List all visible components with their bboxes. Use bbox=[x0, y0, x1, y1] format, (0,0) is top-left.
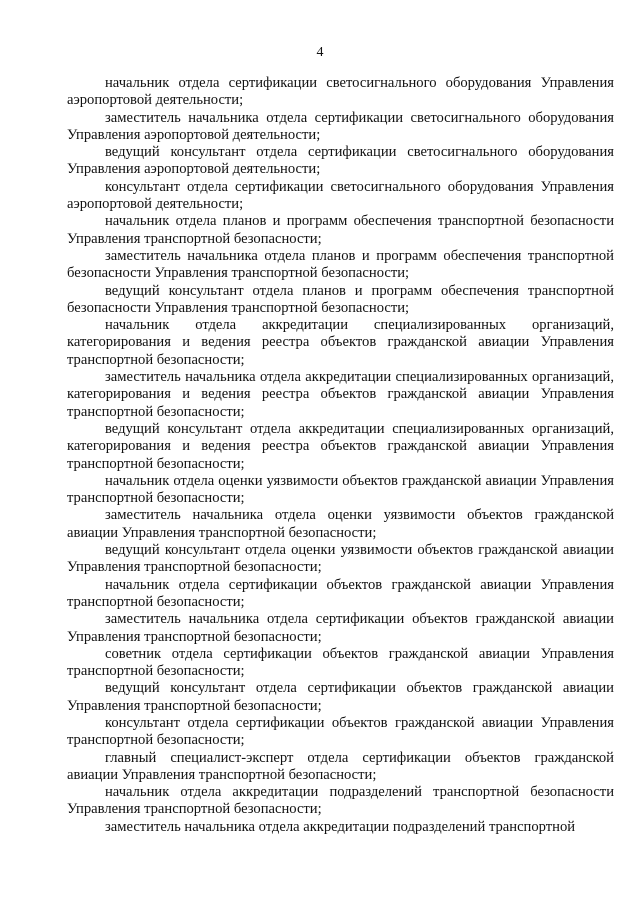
list-item: заместитель начальника отдела оценки уязвимости объектов гражданской авиации Управления транспортной безопасности; bbox=[67, 507, 614, 541]
list-item: консультант отдела сертификации светосигнального оборудования Управления аэропортовой деятельности; bbox=[67, 178, 614, 213]
list-item: главный специалист-эксперт отдела сертификации объектов гражданской авиации Управления транспортной безопасности; bbox=[67, 749, 614, 783]
list-item: заместитель начальника отдела сертификации объектов гражданской авиации Управления транспортной безопасности; bbox=[67, 611, 614, 645]
list-item: ведущий консультант отдела оценки уязвимости объектов гражданской авиации Управления транспортной безопасности; bbox=[67, 542, 614, 576]
list-item: заместитель начальника отдела планов и программ обеспечения транспортной безопасности Управления транспортной безопасности; bbox=[67, 247, 614, 282]
list-item: начальник отдела сертификации объектов гражданской авиации Управления транспортной безопасности; bbox=[67, 576, 614, 610]
list-item: заместитель начальника отдела сертификации светосигнального оборудования Управления аэропортовой деятельности; bbox=[67, 109, 614, 143]
list-item: начальник отдела оценки уязвимости объектов гражданской авиации Управления транспортной безопасности; bbox=[67, 472, 614, 507]
list-item: ведущий консультант отдела аккредитации специализированных организаций, категорирования и ведения реестра объектов гражданской авиации Управления транспортной безопасности; bbox=[67, 420, 614, 472]
list-item: заместитель начальника отдела аккредитации специализированных организаций, категорирования и ведения реестра объектов гражданской авиации Управления транспортной безопасности; bbox=[67, 369, 614, 420]
list-item: консультант отдела сертификации объектов гражданской авиации Управления транспортной безопасности; bbox=[67, 714, 614, 749]
page-number: 4 bbox=[316, 45, 324, 60]
list-item: советник отдела сертификации объектов гражданской авиации Управления транспортной безопасности; bbox=[67, 645, 614, 680]
list-item: начальник отдела сертификации светосигнального оборудования Управления аэропортовой деятельности; bbox=[67, 75, 614, 109]
list-item: ведущий консультант отдела сертификации светосигнального оборудования Управления аэропортовой деятельности; bbox=[67, 144, 614, 178]
list-item: ведущий консультант отдела сертификации объектов гражданской авиации Управления транспортной безопасности; bbox=[67, 680, 614, 714]
list-item: начальник отдела аккредитации подразделений транспортной безопасности Управления транспортной безопасности; bbox=[67, 784, 614, 818]
document-body bbox=[67, 75, 614, 836]
list-item: начальник отдела планов и программ обеспечения транспортной безопасности Управления транспортной безопасности; bbox=[67, 213, 614, 247]
list-item: ведущий консультант отдела планов и программ обеспечения транспортной безопасности Управления транспортной безопасности; bbox=[67, 282, 614, 316]
list-item: начальник отдела аккредитации специализированных организаций, категорирования и ведения реестра объектов гражданской авиации Управления транспортной безопасности; bbox=[67, 317, 614, 368]
list-item: заместитель начальника отдела аккредитации подразделений транспортной bbox=[105, 818, 576, 835]
